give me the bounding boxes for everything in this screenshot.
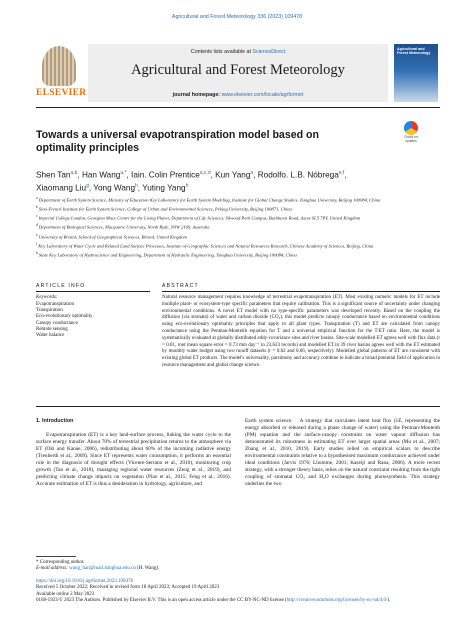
intro-right-column: Earth system science. A strategy that calculates latent heat flux (λE, representing the energy absorbed or released during a phase change of water) using the Penman-Monteith (PM) equation and the surface-canopy constraint on water vapour diffusion has demonstrated its robustness in estimating ET over larger spatial areas (Mu et al., 2007; Zhang et al., 2010, 2019). Early studies relied on empirical scalars to describe environmental constraints relative to a hypothesised maximum conductance achieved under ideal conditions (Jarvis 1976; Lhomme, 2001; Kaseiji and Rana, 2006). A more recent strategy, with a stronger theory basis, relies on the natural constraint resulting from the tight coupling of stomatal CO₂ and H₂O exchanges during photosynthesis. This strategy underlies the two [245,418,440,488]
available-online: Available online 2 May 2023 [36,591,95,597]
affiliation-item: $^d$Department of Biological Sciences, Macquarie University, North Ryde, NSW 2109, Australia [36,223,210,230]
affiliation-item: $^c$Imperial College London, Georgina Mace Centre for the Living Planet, Department of Life Sciences, Silwood Park Campus, Buckhurst Road, Ascot SL5 7PY, United Kingdom [36,214,361,221]
received-dates: Received 5 October 2022; Received in revised form 18 April 2023; Accepted 19 April 2023 [36,585,220,591]
affiliation-item: $^f$Key Laboratory of Water Cycle and Related Land Surface Processes, Institute of Geographic Sciences and Natural Resources Research, Chinese Academy of Sciences, Beijing, China [36,241,374,249]
intro-left-column: Evapotranspiration (ET) is a key land-surface process, linking the water cycle to the surface energy transfer. About 70% of terrestrial precipitation returns to the atmosphere via ET (Oki and Kanae, 2006), redistributing about 60% of the incoming radiative energy (Trenberth et al., 2009). Since ET represents water consumption, it performs an essential role in the diagnosis of drought effects (Vicente-Serrano et al., 2010), monitoring crop growth (Tan et al., 2018), managing regional water resources (Zeng et al., 2019), and predicting climate change impacts on vegetation (Piao et al., 2015; Feng et al., 2016). Accurate estimation of ET is thus a desideratum in hydrology, agriculture, and [36,432,231,488]
author-affil[interactable]: a,* [120,170,127,176]
keywords-label: Keywords: [36,295,58,300]
keyword-item: Evapotranspiration [36,302,75,307]
article-info-heading: ARTICLE INFO [36,283,86,289]
check-for-updates-badge[interactable] [400,121,422,145]
keyword-item: Canopy conductance [36,320,78,326]
keyword-item: Eco-evolutionary optimality [36,314,93,320]
author-affil[interactable]: g [86,183,89,190]
license-link[interactable]: http://creativecommons.org/licenses/by-nc-nd/4.0/ [286,598,388,604]
check-updates-label: Check for updates [404,135,418,143]
section-heading: 1. Introduction [36,418,74,424]
author-name[interactable]: Yuting Yang [142,183,186,193]
author-name[interactable]: Shen Tan [36,170,71,180]
authors-line-2: Xiaomang Liu$^g$, Yong Wang$^h$, Yuting Yang$^h$ [36,183,189,193]
author-affil[interactable]: e,f [338,170,345,176]
journal-cover-image [394,44,438,102]
author-name[interactable]: Yong Wang [93,183,135,193]
article-title [36,129,366,155]
cover-title: Agricultural and Forest Meteorology [397,47,431,55]
journal-citation: Agricultural and Forest Meteorology 336 (2023) 109478 [171,14,303,20]
keyword-item: Transpiration [36,308,63,314]
license-line [36,598,440,604]
email-suffix: (H. Wang). [135,566,160,572]
author-name[interactable]: Rodolfo. L.B. Nóbrega [257,170,339,180]
author-affil[interactable]: h [135,183,138,190]
title-line-2: optimality principles [36,142,140,154]
license-prefix: 0168-1923/© 2023 The Authors. Published by Elsevier B.V. This is an open access article under the CC BY-NC-ND license ( [36,598,287,604]
sciencedirect-link[interactable]: ScienceDirect [252,49,286,55]
author-affil[interactable]: a [250,170,254,176]
corresponding-author-note: * Corresponding author. [36,560,85,565]
email-link[interactable]: wang_han@mail.tsinghua.edu.cn [69,566,136,572]
author-list [36,168,436,194]
elsevier-tree-icon [42,46,76,86]
email-label: E-mail address: [36,566,70,572]
info-divider [36,291,150,292]
abstract-heading: ABSTRACT [162,283,199,289]
keywords-list [36,302,93,339]
author-name[interactable]: Xiaomang Liu [36,183,87,193]
affiliation-item: $^a$Department of Earth System Science, Ministry of Education Key Laboratory for Earth System Modeling, Institute for Global Change Studies, Tsinghua University, Beijing 100084, China [36,196,381,203]
abstract-text: Natural resource management requires knowledge of terrestrial evapotranspiration (ET). Most existing numeric models for ET include multiple plant- or ecosystem-type specific parameters that require calibration. This is a significant source of uncertainty under changing environmental conditions. A novel ET model with no type-specific parameters was developed recently. Based on the coupling the diffusion (via stomata) of water and carbon dioxide (CO₂), this model predicts canopy conductance based on environmental conditions using eco-evolutionary optimality principles that apply to all plant types. Transpiration (T) and ET are calculated from canopy conductance using the Penman-Monteith equation for T and a universal empirical function for the T:ET ratio. Here, the model is systematically evaluated at globally distributed eddy-covariance sites and river basins. Site-scale modelled ET agrees well with flux data (r = 0.81, root mean square error = 0.73 mm day⁻¹ in 23,623 records) and modelled ET in 39 river basins agrees well with the ET estimated by monthly water budget using two runoff datasets (r = 0.62 and 0.66, respectively). Modelled global patterns of ET are consistent with existing global ET products. The model's universality, parsimony and accuracy combine to indicate a broad potential field of application in resource management and global change science. [162,295,441,368]
publisher-logo-text: ELSEVIER [36,88,87,98]
author-affil[interactable]: h [185,183,189,190]
affiliation-item: $^b$Sino-French Institute for Earth System Science, College of Urban and Environmental Sciences, Peking University, Beijing 100871, China [36,205,292,212]
author-name[interactable]: Kun Yang [215,170,251,180]
affiliation-item: $^e$University of Bristol, School of Geographical Sciences, Bristol, United Kingdom [36,232,187,240]
authors-line-1: Shen Tan$^{a,b}$, Han Wang$^{a,*}$, Iain. Colin Prentice$^{a,c,d}$, Kun Yang$^a$, Rodolfo. L.B. Nóbrega$^{e,f}$, [36,170,347,180]
author-affil[interactable]: a,b [70,170,78,176]
header-divider [36,107,440,108]
footnotes [36,560,440,604]
author-name[interactable]: Iain. Colin Prentice [131,170,200,180]
affiliations [36,195,440,259]
keyword-item: Remote sensing [36,326,68,332]
title-line-1: Towards a universal evapotranspiration model based on [36,129,319,141]
author-affil[interactable]: a,c,d [199,170,211,176]
homepage-prefix: journal homepage: [172,92,222,98]
abstract-divider [162,291,440,292]
journal-homepage [88,92,388,98]
check-updates-icon [404,121,418,135]
homepage-link[interactable]: www.elsevier.com/locate/agrformet [221,92,304,98]
affiliation-item: $^h$State Key Laboratory of Hydroscience and Engineering, Department of Hydraulic Engineering, Tsinghua University, Beijing 100084, China [36,250,297,258]
license-suffix: ). [387,598,391,604]
body-divider [36,406,440,407]
doi-link[interactable]: https://doi.org/10.1016/j.agrformet.2023.109478 [36,578,133,584]
journal-title: Agricultural and Forest Meteorology [131,62,345,78]
keyword-item: Water balance [36,333,65,339]
author-name[interactable]: Han Wang [81,170,121,180]
contents-prefix: Contents lists available at [190,49,253,55]
footnote-divider [36,556,76,557]
contents-line [88,49,388,55]
elsevier-logo [36,44,87,100]
